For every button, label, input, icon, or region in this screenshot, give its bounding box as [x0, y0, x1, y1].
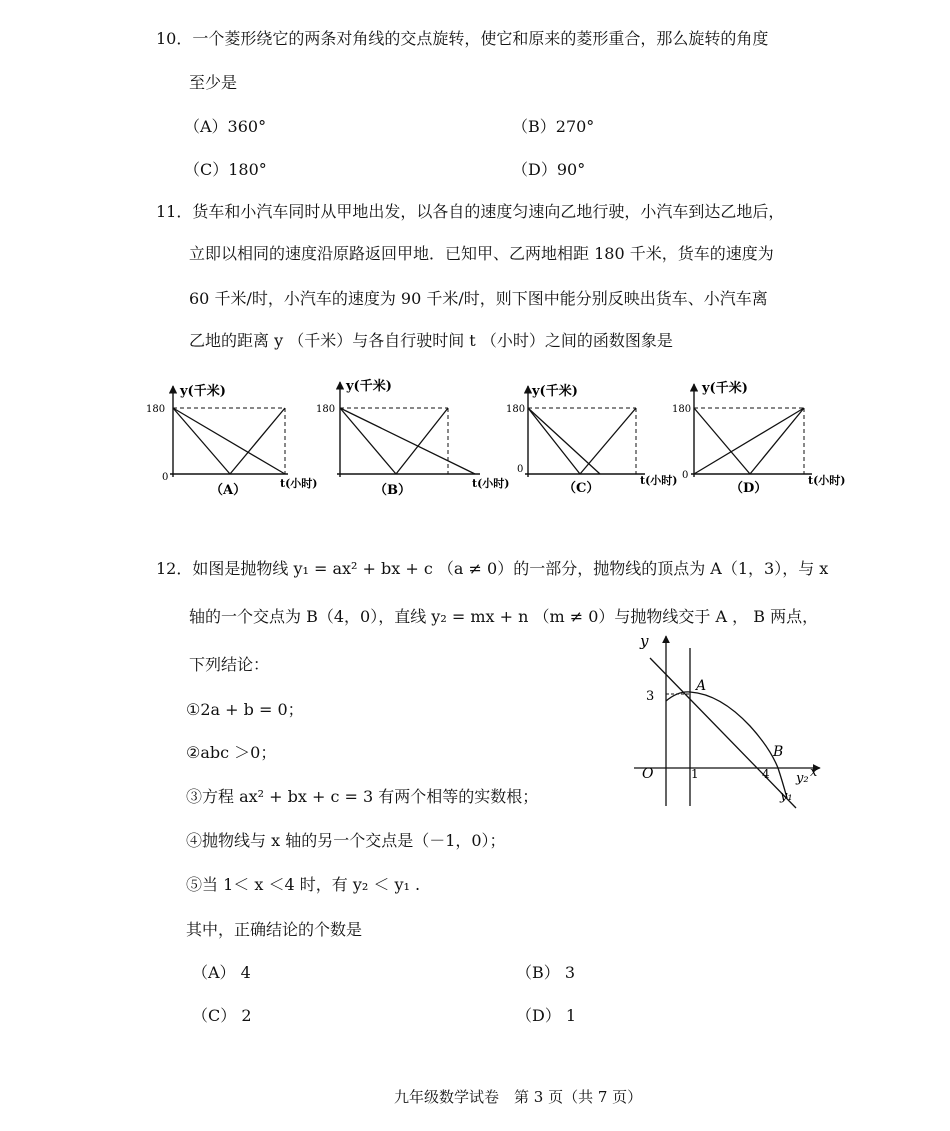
q12-fig-point-b: B [773, 744, 784, 760]
q11-graphs [140, 372, 860, 502]
q12-conclusion-1: ①2a + b = 0； [186, 700, 304, 719]
graph-a-x-label: t(小时) [280, 477, 318, 490]
graph-b-label: （B） [374, 483, 411, 498]
graph-d-x-label: t(小时) [808, 474, 846, 487]
q12-fig-tick-4: 4 [762, 767, 770, 781]
q10-choice-c: （C）180° [184, 160, 267, 179]
q10-line-2: 至少是 [189, 73, 238, 92]
q10-choice-a: （A）360° [184, 117, 267, 136]
graph-b-180: 180 [316, 404, 336, 415]
q12-fig-origin: O [642, 766, 654, 782]
q12-figure [620, 628, 830, 813]
q12-question: 其中，正确结论的个数是 [186, 920, 363, 939]
graph-d-180: 180 [672, 404, 692, 415]
graph-a-label: （A） [210, 483, 247, 498]
graph-b-x-label: t(小时) [472, 477, 510, 490]
graph-c-x-label: t(小时) [640, 474, 678, 487]
q12-conclusion-5: ⑤当 1＜ x ＜4 时，有 y₂ ＜ y₁ . [186, 875, 421, 894]
page-footer: 九年级数学试卷 第 3 页（共 7 页） [394, 1088, 643, 1106]
q12-fig-x-axis: x [810, 765, 818, 780]
q10-choice-b: （B）270° [512, 117, 595, 136]
graph-b-y-label: y(千米) [346, 379, 392, 394]
q12-fig-label-y2: y₂ [796, 771, 809, 786]
q12-fig-tick-1: 1 [691, 767, 699, 781]
q12-line-3: 下列结论： [189, 655, 270, 674]
graph-c-180: 180 [506, 404, 526, 415]
graph-a [146, 383, 318, 498]
q12-conclusion-2: ②abc ＞0； [186, 743, 277, 762]
q11-line-1: 11．货车和小汽车同时从甲地出发，以各自的速度匀速向乙地行驶，小汽车到达乙地后， [156, 202, 785, 221]
graph-d [672, 380, 846, 496]
q12-choice-d: （D） 1 [516, 1006, 577, 1025]
q12-choice-c: （C） 2 [192, 1006, 252, 1025]
q11-line-2: 立即以相同的速度沿原路返回甲地．已知甲、乙两地相距 180 千米，货车的速度为 [189, 244, 774, 263]
q12-choice-b: （B） 3 [516, 963, 576, 982]
graph-a-180: 180 [146, 404, 166, 415]
graph-d-origin: 0 [682, 470, 689, 481]
graph-c-label: （C） [563, 481, 600, 496]
graph-b [316, 378, 510, 498]
graph-c [506, 383, 678, 496]
q10-line-1: 10．一个菱形绕它的两条对角线的交点旋转，使它和原来的菱形重合，那么旋转的角度 [156, 29, 769, 48]
q11-line-3: 60 千米/时，小汽车的速度为 90 千米/时，则下图中能分别反映出货车、小汽车离 [189, 289, 768, 308]
q12-choice-a: （A） 4 [192, 963, 251, 982]
graph-d-label: （D） [730, 481, 768, 496]
q12-conclusion-3: ③方程 ax² + bx + c = 3 有两个相等的实数根； [186, 787, 539, 806]
q12-fig-y-axis: y [640, 632, 649, 650]
q12-fig-point-a: A [696, 678, 707, 694]
q10-choice-d: （D）90° [512, 160, 586, 179]
graph-a-y-label: y(千米) [180, 384, 226, 399]
q11-line-4: 乙地的距离 y （千米）与各自行驶时间 t （小时）之间的函数图象是 [189, 331, 673, 350]
q12-line-1: 12．如图是抛物线 y₁ = ax² + bx + c （a ≠ 0）的一部分，抛物线的顶点为 A（1，3），与 x [156, 559, 829, 578]
graph-d-y-label: y(千米) [702, 381, 748, 396]
graph-c-origin: 0 [517, 464, 524, 475]
q12-conclusion-4: ④抛物线与 x 轴的另一个交点是（－1，0）； [186, 831, 506, 850]
q12-fig-label-y1: y₁ [780, 789, 793, 804]
graph-c-y-label: y(千米) [532, 384, 578, 399]
q12-fig-tick-3: 3 [646, 689, 655, 704]
graph-a-origin: 0 [162, 472, 169, 483]
q12-line-2: 轴的一个交点为 B（4，0），直线 y₂ = mx + n （m ≠ 0）与抛物线交于 A ， B 两点， [189, 607, 819, 626]
